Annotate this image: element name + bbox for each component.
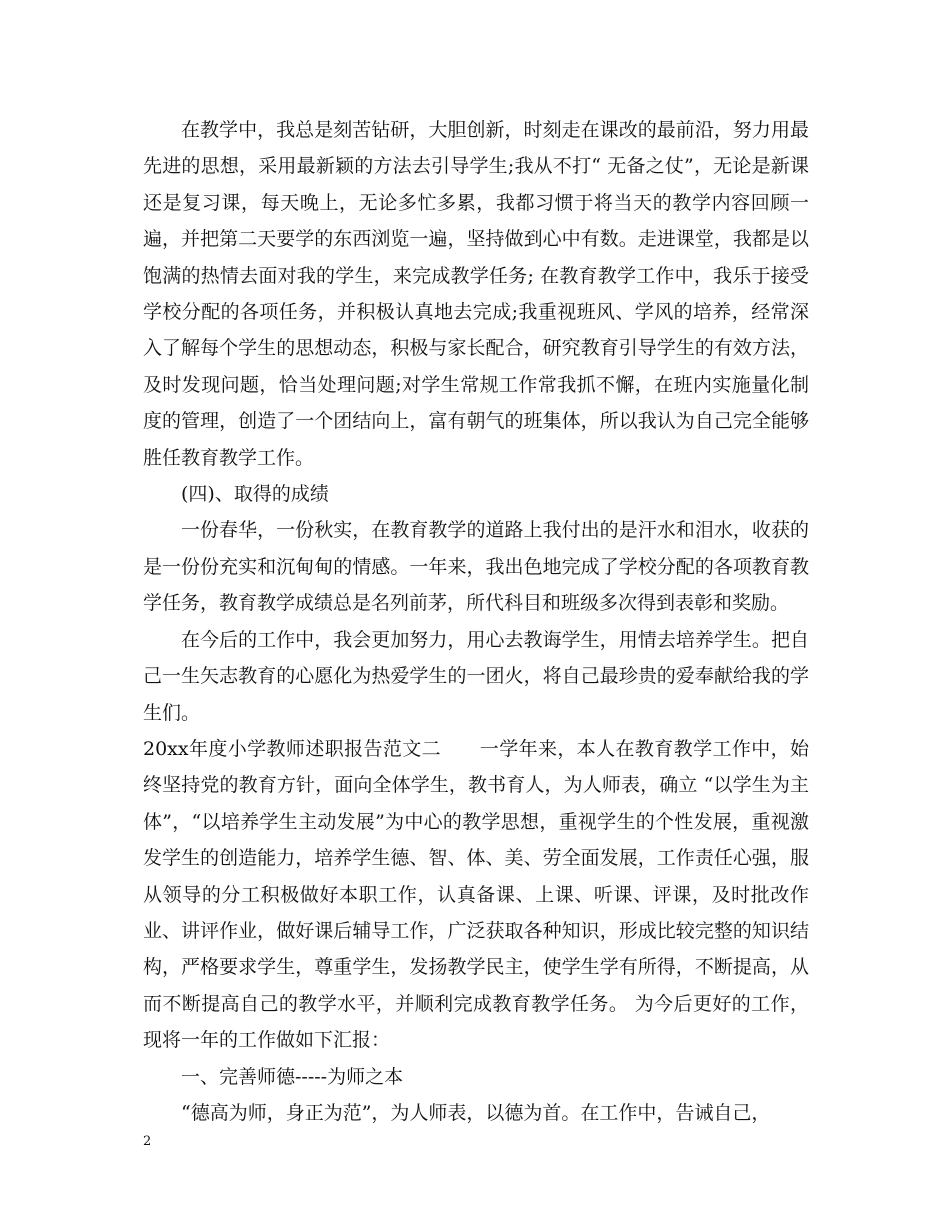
paragraph-report-two: 20xx年度小学教师述职报告范文二 一学年来，本人在教育教学工作中，始终坚持党的教育方针，面向全体学生，教书育人，为人师表，确立 “以学生为主体”，“以培养学生主动发展”为中心的教学思想，重视学生的个性发展，重视激发学生的创造能力，培养学生德、智、体、美、劳全面发展，工作责任心强，服从领导的分工积极做好本职工作，认真备课、上课、听课、评课，及时批改作业、讲评作业，做好课后辅导工作，广泛获取各种知识，形成比较完整的知识结构，严格要求学生，尊重学生，发扬教学民主，使学生学有所得，不断提高，从而不断提高自己的教学水平，并顺利完成教育教学任务。 为今后更好的工作，现将一年的工作做如下汇报：: [143, 737, 809, 1052]
document-body: [143, 112, 809, 1131]
paragraph-teaching-practice: 在教学中，我总是刻苦钻研，大胆创新，时刻走在课改的最前沿，努力用最先进的思想，采用最新颖的方法去引导学生;我从不打“ 无备之仗”，无论是新课还是复习课，每天晚上，无论多忙多累，我都习惯于将当天的教学内容回顾一遍，并把第二天要学的东西浏览一遍，坚持做到心中有数。走进课堂，我都是以饱满的热情去面对我的学生，来完成教学任务; 在教育教学工作中，我乐于接受学校分配的各项任务，并积极认真地去完成;我重视班风、学风的培养，经常深入了解每个学生的思想动态，积极与家长配合，研究教育引导学生的有效方法，及时发现问题，恰当处理问题;对学生常规工作常我抓不懈，在班内实施量化制度的管理，创造了一个团结向上，富有朝气的班集体，所以我认为自己完全能够胜任教育教学工作。: [143, 119, 809, 469]
paragraph-achievements: 一份春华，一份秋实，在教育教学的道路上我付出的是汗水和泪水，收获的是一份份充实和沉甸甸的情感。一年来，我出色地完成了学校分配的各项教育教学任务，教育教学成绩总是名列前茅，所代科目和班级多次得到表彰和奖励。: [143, 519, 809, 615]
section-heading-achievements: (四)、取得的成绩: [181, 483, 329, 506]
paragraph-future-work: 在今后的工作中，我会更加努力，用心去教诲学生，用情去培养学生。把自己一生矢志教育的心愿化为热爱学生的一团火，将自己最珍贵的爱奉献给我的学生们。: [143, 628, 809, 724]
section-heading-ethics: 一、完善师德-----为师之本: [181, 1065, 404, 1088]
paragraph-ethics: “德高为师，身正为范”，为人师表，以德为首。在工作中，告诫自己，: [181, 1101, 771, 1124]
page-number: 2: [143, 1134, 152, 1149]
